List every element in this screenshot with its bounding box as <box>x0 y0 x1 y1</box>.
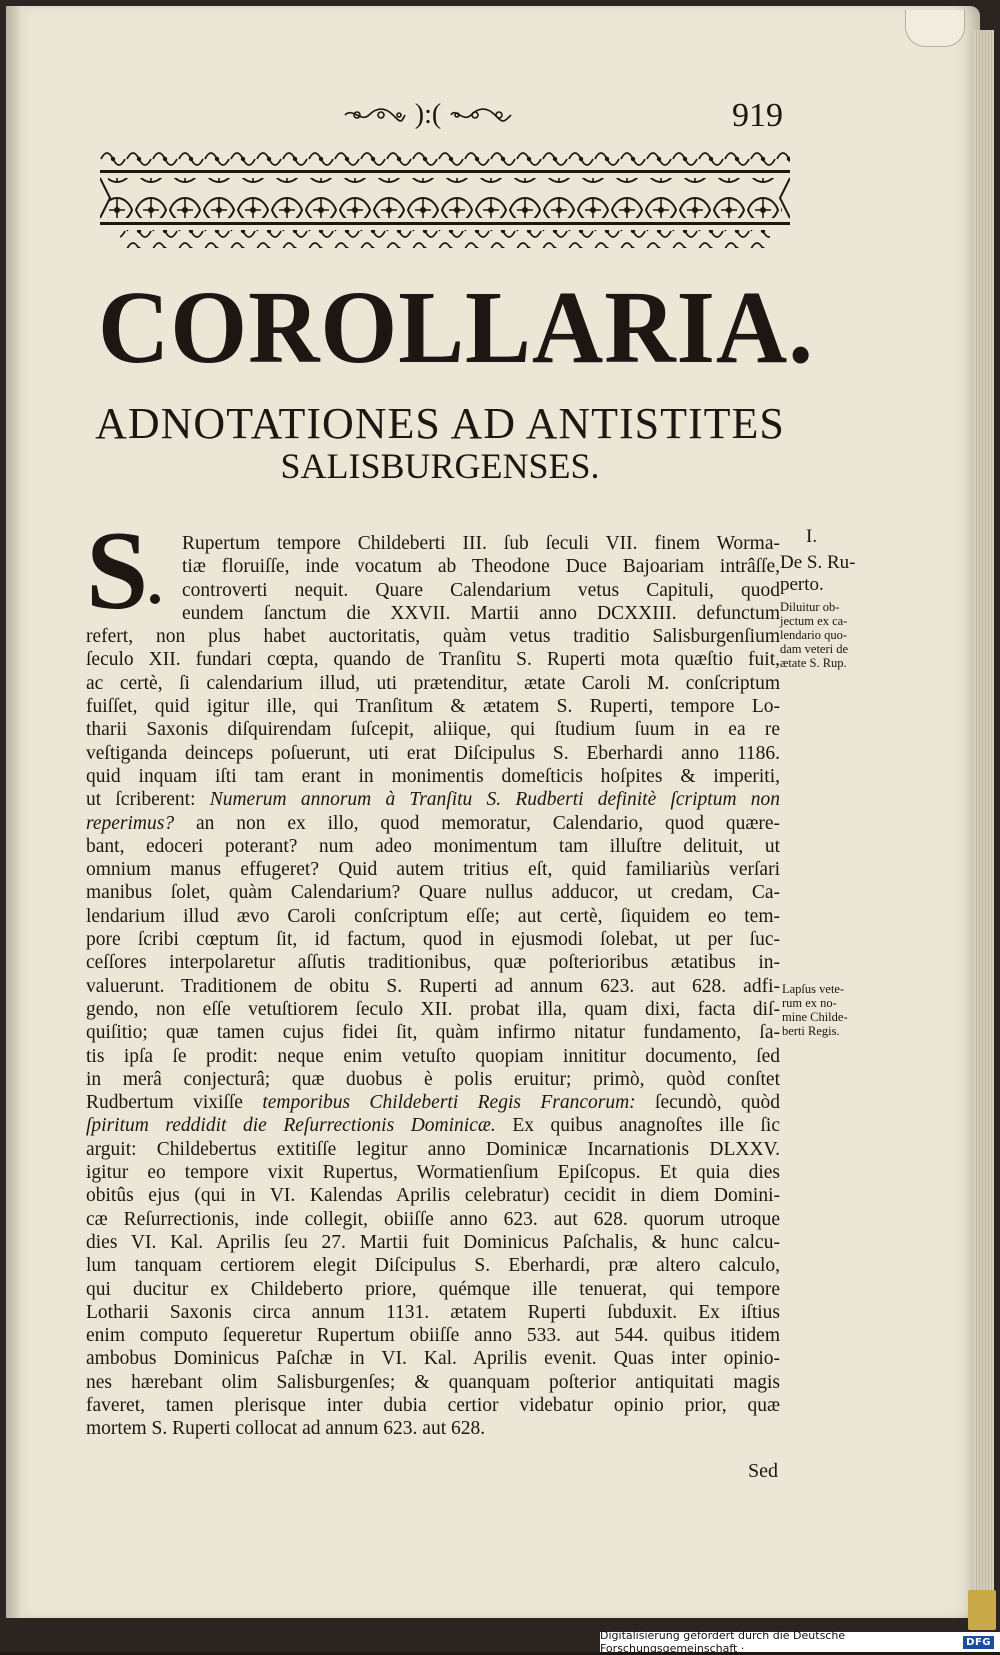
marginal-note-line: berti Regis. <box>782 1024 872 1038</box>
body-line <box>86 1114 780 1137</box>
color-clip <box>968 1590 996 1630</box>
body-fragment: ut ſcriberent: <box>86 789 210 810</box>
fleuron-right-icon <box>449 106 513 124</box>
body-line: refert, non plus habet auctoritatis, quàm vetus traditio Salisburgenſium <box>86 625 780 648</box>
headpiece-ornament-icon <box>100 150 790 250</box>
body-line: cæ Reſurrectionis, inde collegit, obiiſſe anno 623. aut 628. quorum utroque <box>86 1208 780 1231</box>
body-line: controverti nequit. Quare Calendarium vetus Capituli, quod <box>86 579 780 602</box>
marginal-note-line: dam veteri de <box>780 642 870 656</box>
body-line: faveret, tamen plerisque inter dubia certior videbatur opinio prior, quæ <box>86 1394 780 1417</box>
body-line: Lotharii Saxonis circa annum 1131. ætatem Ruperti ſubduxit. Ex iſtius <box>86 1301 780 1324</box>
body-line: fuiſſet, quid igitur ille, qui Tranſitum & ætatem S. Ruperti, tempore Lo- <box>86 695 780 718</box>
body-fragment: Ex quibus anagnoſtes ille ſic <box>496 1115 780 1136</box>
subtitle-line-2: SALISBURGENSES. <box>80 448 800 484</box>
body-line: pore ſcribi cœptum ſit, id factum, quod in ejusmodi ſolebat, ut per ſuc- <box>86 928 780 951</box>
body-line: quiſitio; quæ tamen cujus fidei ſit, quàm infirmo nitatur fundamento, ſa- <box>86 1021 780 1044</box>
body-line: eundem ſanctum die XXVII. Martii anno DCXXIII. defunctum <box>86 602 780 625</box>
body-line: lendarium illud ævo Caroli conſcriptum eſſe; aut certè, ſiquidem eo tem- <box>86 905 780 928</box>
body-line: omnium manus effugeret? Quid autem tritius eſt, quid familiariùs verſari <box>86 858 780 881</box>
italic-quote: Numerum annorum à Tranſitu S. Rudberti definitè ſcriptum non <box>210 789 780 810</box>
marginal-note-line: jectum ex ca- <box>780 614 870 628</box>
body-line: ambobus Dominicus Paſchæ in VI. Kal. Aprilis evenit. Quas inter opinio- <box>86 1347 780 1370</box>
body-line: veſtiganda deinceps poſuerunt, uti erat Diſcipulus S. Eberhardi anno 1186. <box>86 742 780 765</box>
dfg-logo: DFG <box>963 1636 994 1649</box>
section-heading-line-1: De S. Ru- <box>780 552 870 574</box>
page-number: 919 <box>732 97 783 135</box>
body-line: tiæ floruiſſe, inde vocatum ab Theodone Duce Bajoariam intrâſſe, <box>86 555 780 578</box>
body-line: ac certè, ſi calendarium illud, uti prætenditur, ætate Caroli M. conſcriptum <box>86 672 780 695</box>
footer-text: Digitalisierung gefördert durch die Deutsche Forschungsgemeinschaft · <box>600 1629 958 1655</box>
body-fragment: Rudbertum vixiſſe <box>86 1092 262 1113</box>
subtitle-line-1: ADNOTATIONES AD ANTISTITES <box>80 402 800 446</box>
marginal-note-line: ætate S. Rup. <box>780 656 870 670</box>
marginal-note-1 <box>780 600 870 670</box>
italic-quote: reperimus? <box>86 813 174 834</box>
section-number: I. <box>806 530 817 544</box>
body-line: ceſſores interpolaretur aſſutis traditionibus, quæ poſterioribus ætatibus in- <box>86 951 780 974</box>
body-line <box>86 788 780 811</box>
body-text <box>86 532 780 1441</box>
italic-quote: ſpiritum reddidit die Reſurrectionis Dominicæ. <box>86 1115 496 1136</box>
body-line: igitur eo tempore vixit Rupertus, Wormatienſium Epiſcopus. Et quia dies <box>86 1161 780 1184</box>
marginal-note-line: Diluitur ob- <box>780 600 870 614</box>
digitization-footer <box>600 1632 1000 1652</box>
marginal-note-line: lendario quo- <box>780 628 870 642</box>
body-line: tis ipſa ſe prodit: neque enim vetuſto quopiam innititur documento, ſed <box>86 1045 780 1068</box>
body-line: manibus ſolet, quàm Calendarium? Quare nullus adducor, ut credam, Ca- <box>86 881 780 904</box>
italic-quote: temporibus Childeberti Regis Francorum: <box>262 1092 635 1113</box>
body-line: dies VI. Kal. Aprilis ſeu 27. Martii fuit Dominicus Paſchalis, & hunc calcu- <box>86 1231 780 1254</box>
page-edge <box>974 30 994 1590</box>
body-line: bant, edoceri poterant? num adeo monimentum tam illuſtre delituit, ut <box>86 835 780 858</box>
body-fragment: an non ex illo, quod memoratur, Calendario, quod quære- <box>174 813 780 834</box>
section-heading-line-2: perto. <box>780 574 870 596</box>
body-line: gendo, non eſſe vetuſtiorem ſeculo XII. probat illa, quam dixi, facta diſ- <box>86 998 780 1021</box>
body-line: lum tanquam certiorem elegit Diſcipulus S. Eberhardi, præ altero calculo, <box>86 1254 780 1277</box>
body-line: Rupertum tempore Childeberti III. ſub ſeculi VII. finem Worma- <box>86 532 780 555</box>
marginal-note-line: rum ex no- <box>782 996 872 1010</box>
running-head-ornament: ):( <box>415 99 441 131</box>
body-line <box>86 1091 780 1114</box>
body-line: nes hærebant olim Salisburgenſes; & quanquam poſterior antiquitati magis <box>86 1371 780 1394</box>
body-line: enim computo ſequeretur Rupertum obiiſſe anno 533. aut 544. quibus itidem <box>86 1324 780 1347</box>
body-line: in merâ conjecturâ; quæ duobus è polis eruitur; primò, quòd conſtet <box>86 1068 780 1091</box>
section-heading <box>780 552 870 596</box>
body-line: valuerunt. Traditionem de obitu S. Ruperti ad annum 623. aut 628. adfi- <box>86 975 780 998</box>
running-head <box>318 100 538 130</box>
drop-cap: S <box>86 515 148 627</box>
body-line: qui ducitur ex Childeberto priore, quémque ille tenuerat, qui tempore <box>86 1278 780 1301</box>
fleuron-left-icon <box>343 106 407 124</box>
body-line: tharii Saxonis diſquirendam ſuſcepit, aliique, qui ſtudium ſuum in ea re <box>86 718 780 741</box>
body-line: mortem S. Ruperti collocat ad annum 623. aut 628. <box>86 1417 780 1440</box>
bookmark-tab <box>905 10 965 47</box>
marginal-note-line: mine Childe- <box>782 1010 872 1024</box>
body-line <box>86 812 780 835</box>
main-title: COROLLARIA. <box>98 276 782 380</box>
marginal-note-2 <box>782 982 872 1038</box>
body-fragment: ſecundò, quòd <box>636 1092 780 1113</box>
page-gutter <box>6 6 32 1618</box>
catchword: Sed <box>748 1460 778 1483</box>
body-line: arguit: Childebertus extitiſſe legitur anno Dominicæ Incarnationis DLXXV. <box>86 1138 780 1161</box>
body-line: ſeculo XII. fundari cœpta, quando de Tranſitu S. Ruperti mota quæſtio fuit, <box>86 648 780 671</box>
marginal-note-line: Lapſus vete- <box>782 982 872 996</box>
body-line: quid inquam iſti tam erant in monimentis domeſticis hoſpites & imperiti, <box>86 765 780 788</box>
body-line: obitûs ejus (qui in VI. Kalendas Aprilis celebratur) cecidit in diem Domini- <box>86 1184 780 1207</box>
